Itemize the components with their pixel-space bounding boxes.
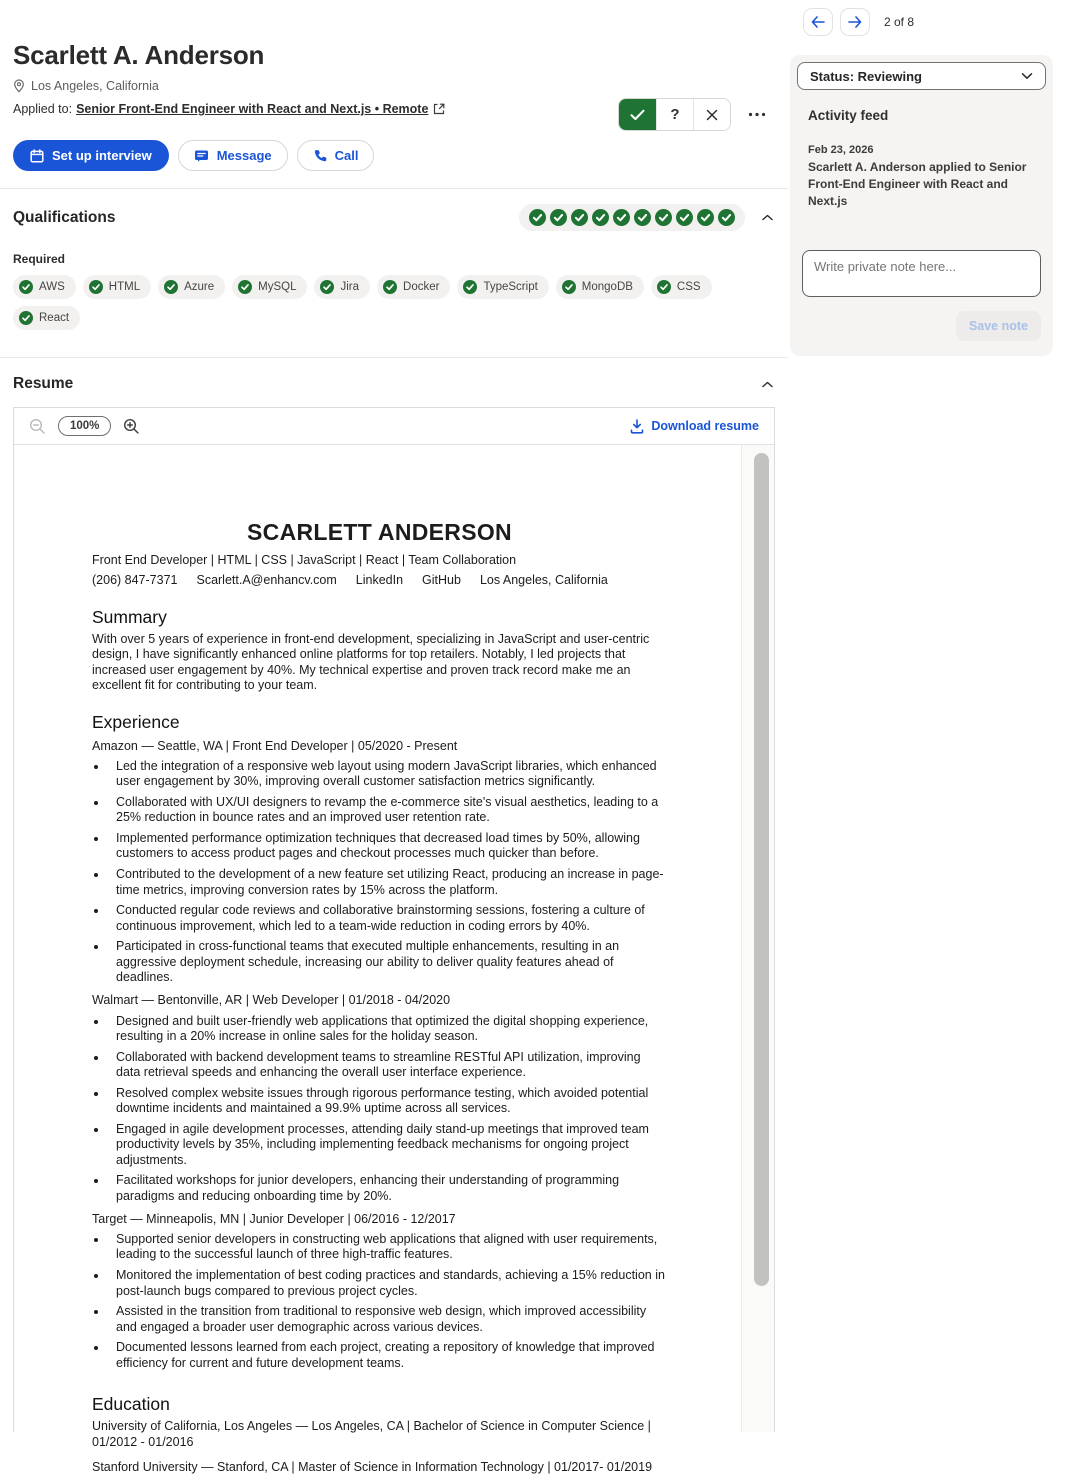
close-icon	[706, 109, 718, 121]
education-entry: Stanford University — Stanford, CA | Master of Science in Information Technology | 01/2017- 01/2019	[92, 1459, 653, 1474]
ellipsis-icon	[748, 112, 766, 117]
skill-pill	[651, 275, 712, 299]
skill-label: MongoDB	[581, 281, 633, 293]
check-circle-icon	[89, 280, 103, 294]
check-circle-icon	[164, 280, 178, 294]
save-note-button[interactable]: Save note	[956, 311, 1041, 341]
reject-candidate-button[interactable]	[693, 99, 730, 130]
job-bullet: • Contributed to the development of a new feature set utilizing React, producing an increase in page-time metrics, improving conversion rates by 15% across the platform.	[108, 867, 667, 898]
candidate-name: Scarlett A. Anderson	[13, 40, 265, 70]
check-circle-icon	[697, 209, 714, 226]
activity-feed-item	[808, 144, 1035, 209]
next-candidate-button[interactable]	[840, 8, 870, 36]
resume-experience-title: Experience	[92, 712, 180, 733]
candidate-location: Los Angeles, California	[31, 79, 159, 93]
resume-collapse-button[interactable]	[760, 379, 775, 390]
call-label: Call	[334, 148, 359, 163]
check-circle-icon	[320, 280, 334, 294]
job-bullet: • Conducted regular code reviews and collaborative brainstorming sessions, fostering a culture of continuous improvement, which led to a team-wide reduction in coding errors by 40%.	[108, 903, 667, 934]
skill-pill	[158, 275, 225, 299]
job-bullets	[92, 759, 667, 985]
job-bullet: • Documented lessons learned from each project, creating a repository of knowledge that improved efficiency for current and future development teams.	[108, 1340, 667, 1371]
job-bullet: • Led the integration of a responsive web layout using modern JavaScript libraries, which enhanced user engagement by 30%, improving overall customer satisfaction metrics significantly.	[108, 759, 667, 790]
skill-label: React	[39, 312, 70, 324]
resume-canvas	[14, 445, 774, 1474]
more-options-button[interactable]	[744, 108, 770, 121]
skill-pill	[314, 275, 370, 299]
resume-summary-title: Summary	[92, 606, 167, 627]
maybe-candidate-button[interactable]	[656, 99, 693, 130]
section-divider	[0, 188, 788, 189]
resume-page	[14, 445, 742, 1474]
check-circle-icon	[571, 209, 588, 226]
resume-candidate-name: SCARLETT ANDERSON	[247, 519, 512, 545]
call-button[interactable]	[297, 140, 375, 171]
check-circle-icon	[383, 280, 397, 294]
applied-job-link-text: Senior Front-End Engineer with React and Next.js • Remote	[76, 102, 429, 116]
candidate-pager	[790, 8, 1053, 36]
job-bullet: • Assisted in the transition from traditional to responsive web design, which improved accessibility and engaged a broader user demographic across various devices.	[108, 1304, 667, 1335]
check-circle-icon	[655, 209, 672, 226]
education-entry: University of California, Los Angeles — Los Angeles, CA | Bachelor of Science in Computer Science | 01/2012 - 01/2016	[92, 1419, 651, 1449]
skill-label: AWS	[39, 281, 65, 293]
arrow-left-icon	[811, 16, 825, 28]
skill-pill	[13, 306, 80, 330]
activity-feed-items	[797, 144, 1046, 209]
status-activity-card	[790, 55, 1053, 356]
job-bullets	[92, 1014, 667, 1204]
job-bullet: • Engaged in agile development processes, attending daily stand-up meetings that improved team productivity levels by 35%, including implementing feedback mechanisms for ongoing project adjustments.	[108, 1122, 667, 1168]
resume-contact-item: GitHub	[422, 572, 461, 587]
resume-contact-item: Scarlett.A@enhancv.com	[196, 572, 337, 587]
resume-scrollbar-track[interactable]	[750, 445, 774, 1432]
check-circle-icon	[463, 280, 477, 294]
question-icon: ?	[670, 106, 680, 123]
external-link-icon	[433, 103, 445, 115]
check-circle-icon	[718, 209, 735, 226]
qualifications-collapse-button[interactable]	[760, 212, 775, 223]
message-button[interactable]	[178, 140, 288, 171]
download-icon	[630, 419, 644, 434]
zoom-in-button[interactable]	[123, 418, 140, 435]
previous-candidate-button[interactable]	[803, 8, 833, 36]
skill-label: HTML	[108, 281, 141, 293]
zoom-out-icon	[29, 418, 46, 435]
resume-contact-row	[92, 573, 667, 588]
activity-date: Feb 23, 2026	[808, 144, 874, 156]
resume-viewer	[13, 407, 775, 1474]
skill-pill	[83, 275, 151, 299]
job-bullet: • Facilitated workshops for junior developers, enhancing their understanding of programming paradigms and reducing onboarding time by 20%.	[108, 1173, 667, 1204]
zoom-in-icon	[123, 418, 140, 435]
job-bullet: • Participated in cross-functional teams that executed multiple enhancements, resulting in an aggressive deployment schedule, increasing our ability to deliver quality features ahead of deadlines.	[108, 939, 667, 985]
skill-pill	[556, 275, 644, 299]
setup-interview-label: Set up interview	[52, 148, 152, 163]
skill-pill	[457, 275, 548, 299]
arrow-right-icon	[848, 16, 862, 28]
resume-summary-text: With over 5 years of experience in front-end development, specializing in JavaScript and user-centric design, I have significantly enhanced online platforms for top retailers. Notably, I led projects that increased user engagement by 40%. My technical expertise and proven track record make me an excellent fit for contributing to your team.	[92, 632, 650, 693]
skill-label: MySQL	[258, 281, 297, 293]
skill-label: TypeScript	[483, 281, 538, 293]
resume-section-header	[0, 375, 788, 393]
job-bullet: • Implemented performance optimization techniques that decreased load times by 50%, allowing customers to access product pages and checkout processes much quicker than before.	[108, 831, 667, 862]
job-bullet: • Monitored the implementation of best coding practices and standards, achieving a 15% reduction in post-launch bugs compared to previous project cycles.	[108, 1268, 667, 1299]
decision-button-group	[618, 98, 731, 131]
resume-contact-item: (206) 847-7371	[92, 572, 178, 587]
section-divider	[0, 357, 788, 358]
job-bullets	[92, 1232, 667, 1371]
chevron-up-icon	[762, 214, 773, 221]
job-heading: Walmart — Bentonville, AR | Web Developer | 01/2018 - 04/2020	[92, 993, 451, 1008]
check-circle-icon	[657, 280, 671, 294]
right-sidebar	[790, 0, 1053, 356]
location-pin-icon	[13, 79, 25, 93]
applied-to-label: Applied to:	[13, 102, 73, 116]
message-label: Message	[216, 148, 272, 163]
skill-label: Docker	[403, 281, 440, 293]
activity-text: Scarlett A. Anderson applied to Senior Front-End Engineer with React and Next.js	[808, 160, 1027, 208]
check-circle-icon	[613, 209, 630, 226]
education-entries	[92, 1419, 667, 1475]
zoom-level[interactable]: 100%	[58, 416, 111, 436]
zoom-out-button[interactable]	[29, 418, 46, 435]
job-bullet: • Collaborated with UX/UI designers to revamp the e-commerce site's visual aesthetics, leading to a 25% reduction in bounce rates and an improved user retention rate.	[108, 795, 667, 826]
candidate-location-row	[13, 79, 775, 93]
check-circle-icon	[550, 209, 567, 226]
qualification-match-checks	[519, 204, 745, 231]
skill-pill	[13, 275, 76, 299]
experience-entries	[92, 739, 667, 1371]
download-resume-label: Download resume	[651, 419, 759, 433]
job-bullet: • Resolved complex website issues through rigorous performance testing, which avoided potential downtime incidents and maintained a 99.9% uptime across all services.	[108, 1086, 667, 1117]
resume-toolbar	[14, 408, 774, 445]
status-select-value: Status: Reviewing	[810, 68, 922, 84]
required-skills	[13, 275, 775, 330]
check-circle-icon	[529, 209, 546, 226]
skill-label: Azure	[184, 281, 215, 293]
message-icon	[194, 149, 209, 163]
check-circle-icon	[562, 280, 576, 294]
candidate-actions	[13, 140, 775, 171]
skill-pill	[377, 275, 450, 299]
resume-education-title: Education	[92, 1394, 170, 1415]
chevron-down-icon	[1021, 72, 1033, 80]
phone-icon	[313, 149, 327, 163]
pager-label: 2 of 8	[884, 15, 915, 29]
required-label: Required	[13, 252, 66, 266]
check-circle-icon	[19, 311, 33, 325]
check-circle-icon	[238, 280, 252, 294]
resume-contact-item: Los Angeles, California	[479, 572, 608, 587]
skill-label: CSS	[676, 281, 701, 293]
check-circle-icon	[634, 209, 651, 226]
check-circle-icon	[19, 280, 33, 294]
resume-headline: Front End Developer | HTML | CSS | JavaScript | React | Team Collaboration	[92, 553, 517, 568]
activity-feed-title: Activity feed	[808, 108, 889, 123]
job-bullet: • Designed and built user-friendly web applications that optimized the digital shopping experience, resulting in a 20% increase in online sales for the holiday season.	[108, 1014, 667, 1045]
accept-candidate-button[interactable]	[619, 99, 656, 130]
check-icon	[630, 109, 645, 121]
resume-contact-item: LinkedIn	[355, 572, 404, 587]
job-bullet: • Supported senior developers in constructing web applications that aligned with user requirements, leading to the successful launch of three high-traffic features.	[108, 1232, 667, 1263]
qualifications-section	[0, 204, 788, 330]
chevron-up-icon	[762, 381, 773, 388]
applied-job-link[interactable]	[76, 102, 445, 116]
download-resume-link[interactable]	[630, 419, 759, 434]
job-bullet: • Collaborated with backend development teams to streamline RESTful API utilization, improving data retrieval speeds and enhancing the overall user interface experience.	[108, 1050, 667, 1081]
setup-interview-button[interactable]	[13, 140, 169, 171]
resume-title: Resume	[13, 375, 74, 392]
status-select[interactable]	[797, 62, 1046, 90]
skill-pill	[232, 275, 307, 299]
job-heading: Target — Minneapolis, MN | Junior Developer | 06/2016 - 12/2017	[92, 1211, 456, 1226]
check-circle-icon	[592, 209, 609, 226]
check-circle-icon	[676, 209, 693, 226]
skill-label: Jira	[340, 281, 360, 293]
qualifications-title: Qualifications	[13, 208, 116, 226]
calendar-icon	[30, 149, 44, 163]
resume-scrollbar-thumb[interactable]	[754, 453, 769, 1286]
decision-controls	[618, 98, 770, 131]
private-note-input[interactable]	[802, 250, 1041, 297]
job-heading: Amazon — Seattle, WA | Front End Developer | 05/2020 - Present	[92, 738, 458, 753]
